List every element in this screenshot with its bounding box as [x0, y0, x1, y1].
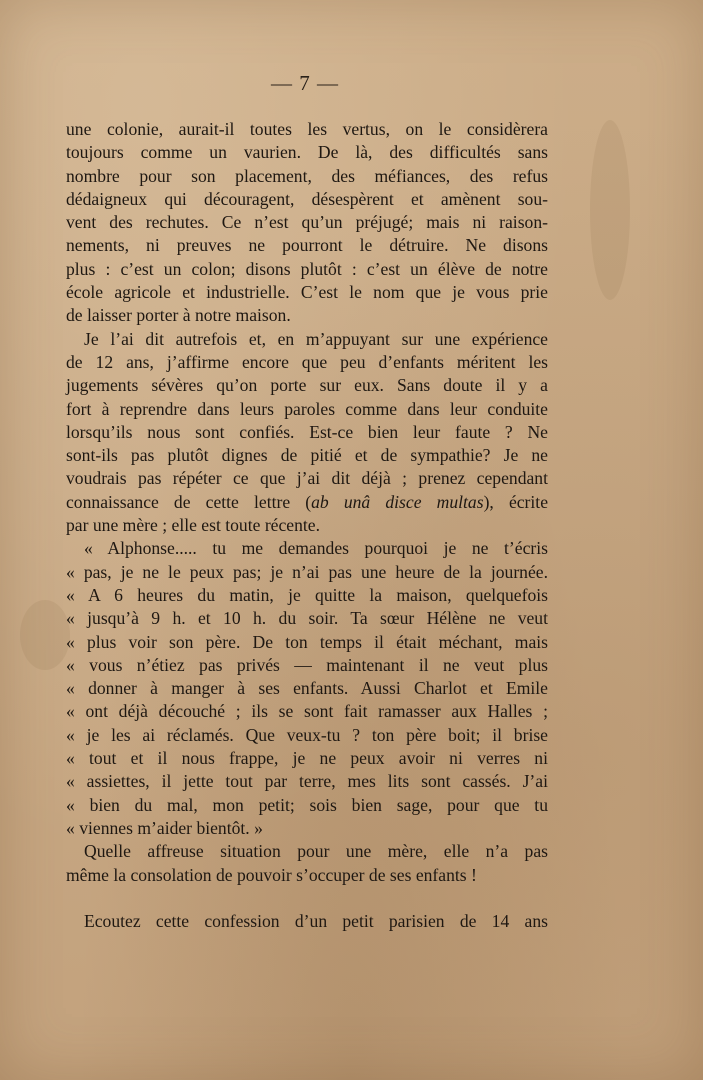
text-line: « bien du mal, mon petit; sois bien sage, pour que tu	[66, 794, 548, 815]
quoted-letter	[66, 537, 548, 840]
text-line: école agricole et industrielle. C’est le nom que je vous prie	[66, 282, 548, 303]
text-line: toujours comme un vaurien. De là, des difficultés sans	[66, 142, 548, 163]
paragraph-gap	[66, 887, 548, 910]
text-line: « je les ai réclamés. Que veux-tu ? ton père boit; il brise	[66, 724, 548, 745]
text-line: « assiettes, il jette tout par terre, mes lits sont cassés. J’ai	[66, 771, 548, 792]
text-line: nements, ni preuves ne pourront le détruire. Ne disons	[66, 235, 548, 256]
page-text	[66, 118, 548, 933]
text-line: lorsqu’ils nous sont confiés. Est-ce bien leur faute ? Ne	[66, 421, 548, 442]
paragraph	[66, 840, 548, 887]
text-line: Quelle affreuse situation pour une mère, elle n’a pas	[84, 841, 548, 862]
text-line: « jusqu’à 9 h. et 10 h. du soir. Ta sœur Hélène ne veut	[66, 608, 548, 629]
text-line: « donner à manger à ses enfants. Aussi Charlot et Emile	[66, 678, 548, 699]
text-line: Je l’ai dit autrefois et, en m’appuyant sur une expérience	[84, 328, 548, 349]
paragraph	[66, 118, 548, 328]
text-line: de laisser porter à notre maison.	[66, 305, 291, 326]
paper-stain	[20, 600, 70, 670]
text-line	[66, 491, 548, 514]
text-line: fort à reprendre dans leurs paroles comme dans leur conduite	[66, 398, 548, 419]
text-line: « viennes m’aider bientôt. »	[66, 817, 263, 838]
text-line: « tout et il nous frappe, je ne peux avoir ni verres ni	[66, 748, 548, 769]
text-line: « Alphonse..... tu me demandes pourquoi je ne t’écris	[84, 538, 548, 559]
paragraph	[66, 328, 548, 538]
paper-stain	[590, 120, 630, 300]
text-line: « A 6 heures du matin, je quitte la maison, quelquefois	[66, 584, 548, 605]
text-line: « ont déjà découché ; ils se sont fait ramasser aux Halles ;	[66, 701, 548, 722]
text-line: nombre pour son placement, des méfiances, des refus	[66, 165, 548, 186]
text-line: de 12 ans, j’affirme encore que peu d’enfants méritent les	[66, 351, 548, 372]
text-line: jugements sévères qu’on porte sur eux. Sans doute il y a	[66, 375, 548, 396]
text-line: sont-ils pas plutôt dignes de pitié et de sympathie? Je ne	[66, 445, 548, 466]
text-line: vent des rechutes. Ce n’est qu’un préjugé; mais ni raison-	[66, 212, 548, 233]
paragraph	[66, 910, 548, 933]
text-line: une colonie, aurait-il toutes les vertus, on le considèrera	[66, 119, 548, 139]
text-run: ), écrite	[483, 491, 549, 512]
text-line: dédaigneux qui découragent, désespèrent et amènent sou-	[66, 188, 548, 209]
latin-phrase: ab unâ disce multas	[311, 491, 484, 512]
text-line: « plus voir son père. De ton temps il était méchant, mais	[66, 631, 548, 652]
text-line: voudrais pas répéter ce que j’ai dit déjà ; prenez cependant	[66, 468, 548, 489]
page-number: — 7 —	[271, 71, 339, 95]
text-line: plus : c’est un colon; disons plutôt : c’est un élève de notre	[66, 258, 548, 279]
text-line: par une mère ; elle est toute récente.	[66, 515, 321, 536]
text-line: même la consolation de pouvoir s’occuper de ses enfants !	[66, 864, 477, 885]
text-line: « pas, je ne le peux pas; je n’ai pas une heure de la journée.	[66, 561, 548, 582]
text-line: Ecoutez cette confession d’un petit parisien de 14 ans	[84, 910, 548, 931]
text-line: « vous n’étiez pas privés — maintenant il ne veut plus	[66, 654, 548, 675]
text-run: connaissance de cette lettre (	[66, 491, 312, 512]
